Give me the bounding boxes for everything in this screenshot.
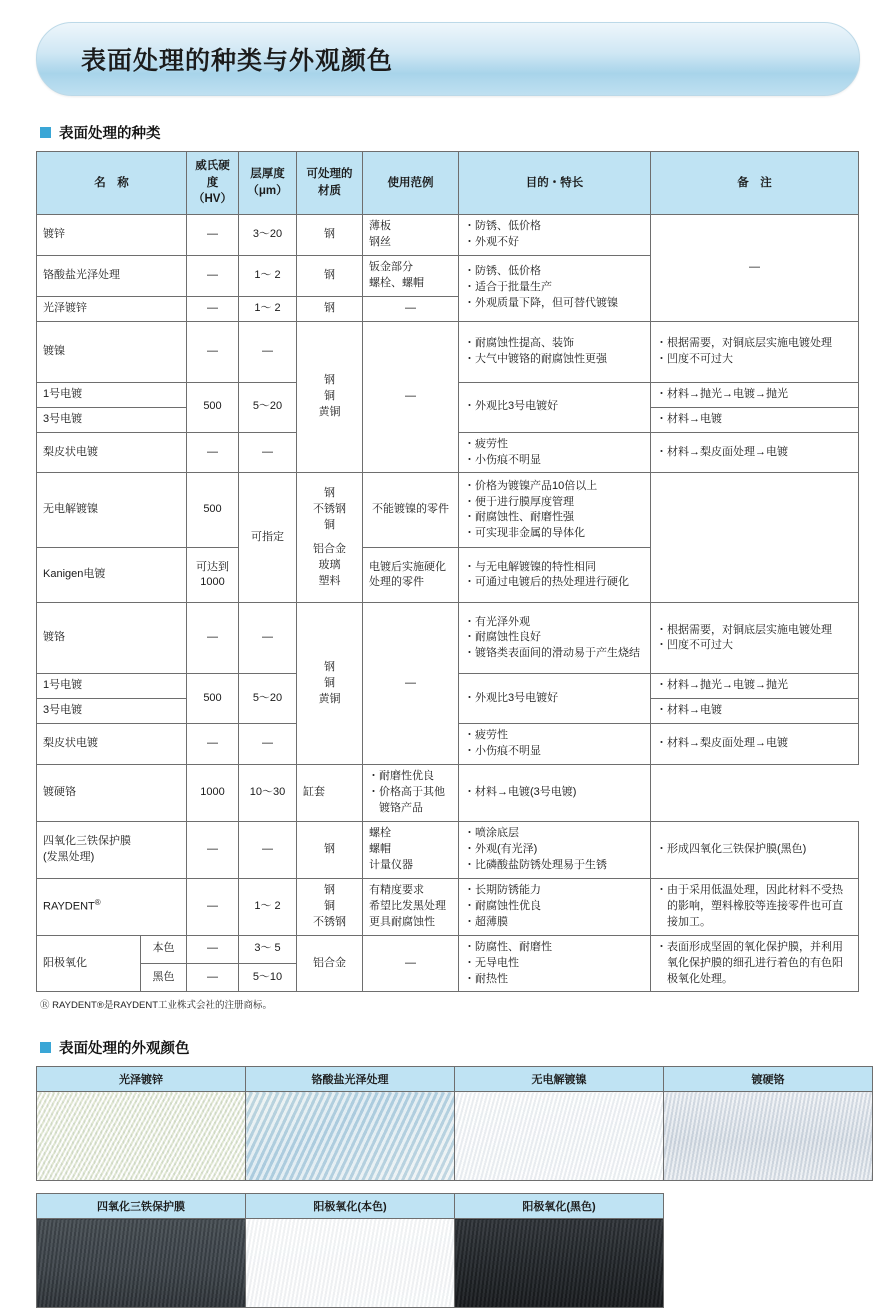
material-line: 不锈钢 bbox=[313, 503, 346, 516]
cell-usage: 不能镀镍的零件 bbox=[363, 473, 459, 548]
th-purpose: 目的・特长 bbox=[459, 152, 651, 215]
purpose-item: ・ 无导电性 bbox=[465, 956, 644, 972]
usage-line: 螺帽 bbox=[369, 842, 391, 855]
remark-item: ・ 材料→梨皮面处理→电镀 bbox=[657, 736, 852, 752]
material-line: 不锈钢 bbox=[313, 915, 346, 928]
cell-material bbox=[297, 473, 363, 603]
swatch-table-1 bbox=[36, 1066, 873, 1181]
cell-name: 3号电镀 bbox=[37, 699, 187, 724]
remark-item: ・ 材料→抛光→电镀→抛光 bbox=[657, 678, 852, 694]
material-line: 钢 bbox=[324, 660, 335, 673]
cell-hardness: — bbox=[187, 321, 239, 382]
cell-name: 铬酸盐光泽处理 bbox=[37, 255, 187, 296]
cell-name: 光泽镀锌 bbox=[37, 296, 187, 321]
purpose-item: ・ 防锈、低价格 bbox=[465, 264, 644, 280]
page-root bbox=[0, 22, 896, 1309]
usage-line: 希望比发黑处理 bbox=[369, 899, 446, 912]
purpose-item: ・ 适合于批量生产 bbox=[465, 280, 644, 296]
section-heading-kinds-label: 表面处理的种类 bbox=[59, 126, 161, 142]
section-heading-colors-label: 表面处理的外观颜色 bbox=[59, 1041, 190, 1058]
remark-item: ・ 凹度不可过大 bbox=[657, 638, 852, 654]
cell-purpose bbox=[459, 674, 651, 724]
swatch-sample bbox=[246, 1092, 455, 1181]
purpose-item: ・ 外观比3号电镀好 bbox=[465, 399, 644, 415]
purpose-item: ・ 小伤痕不明显 bbox=[465, 744, 644, 760]
cell-name: 梨皮状电镀 bbox=[37, 724, 187, 765]
cell-thickness: 5〜10 bbox=[239, 964, 297, 992]
cell-remark bbox=[651, 432, 859, 473]
cell-name-l1: 四氧化三铁保护膜 bbox=[43, 834, 131, 847]
th-usage: 使用范例 bbox=[363, 152, 459, 215]
cell-purpose bbox=[459, 432, 651, 473]
cell-usage bbox=[363, 548, 459, 603]
swatch-sample bbox=[664, 1092, 873, 1181]
cell-name bbox=[37, 878, 187, 935]
th-name: 名 称 bbox=[37, 152, 187, 215]
cell-thickness: 3〜 5 bbox=[239, 935, 297, 963]
remark-item: ・ 材料→梨皮面处理→电镀 bbox=[657, 445, 852, 461]
surface-treatment-table bbox=[36, 151, 859, 992]
cell-hardness: — bbox=[187, 964, 239, 992]
cell-name: 镀镍 bbox=[37, 321, 187, 382]
material-line: 铜 bbox=[324, 676, 335, 689]
cell-name: Kanigen电镀 bbox=[37, 548, 187, 603]
cell-hardness: — bbox=[187, 255, 239, 296]
cell-usage: 缸套 bbox=[297, 765, 363, 822]
cell-thickness: 可指定 bbox=[239, 473, 297, 603]
cell-thickness: 1〜 2 bbox=[239, 878, 297, 935]
cell-hardness: — bbox=[187, 724, 239, 765]
purpose-item: ・ 外观比3号电镀好 bbox=[465, 691, 644, 707]
swatch-label: 镀硬铬 bbox=[664, 1067, 873, 1092]
section-heading-kinds bbox=[40, 122, 860, 143]
remark-item: ・ 表面形成坚固的氧化保护膜，并利用氧化保护膜的细孔进行着色的有色阳极氧化处理。 bbox=[657, 940, 852, 988]
cell-hardness: — bbox=[187, 432, 239, 473]
usage-line: 计量仪器 bbox=[369, 858, 413, 871]
swatch-table-2 bbox=[36, 1193, 664, 1308]
purpose-item: ・ 有光泽外观 bbox=[465, 615, 644, 631]
cell-remark bbox=[651, 878, 859, 935]
material-line: 黄铜 bbox=[318, 692, 341, 705]
cell-remark bbox=[651, 699, 859, 724]
cell-name: 3号电镀 bbox=[37, 407, 187, 432]
purpose-item: ・ 外观(有光泽) bbox=[465, 842, 644, 858]
purpose-item: ・ 小伤痕不明显 bbox=[465, 453, 644, 469]
cell-hardness: — bbox=[187, 296, 239, 321]
cell-thickness: — bbox=[239, 432, 297, 473]
square-bullet-icon bbox=[40, 127, 51, 138]
square-bullet-icon bbox=[40, 1042, 51, 1053]
cell-usage: — bbox=[363, 935, 459, 992]
cell-usage: — bbox=[363, 296, 459, 321]
cell-hardness bbox=[187, 548, 239, 603]
cell-material bbox=[297, 321, 363, 473]
th-thickness-l2: （μm） bbox=[247, 185, 288, 197]
usage-line: 钢丝 bbox=[369, 235, 391, 248]
cell-name bbox=[37, 822, 187, 879]
swatch-label: 光泽镀锌 bbox=[37, 1067, 246, 1092]
purpose-item: ・ 与无电解镀镍的特性相同 bbox=[465, 560, 644, 576]
hardness-l1: 可达到 bbox=[196, 560, 229, 573]
cell-thickness: — bbox=[239, 724, 297, 765]
cell-purpose bbox=[459, 878, 651, 935]
page-title: 表面处理的种类与外观颜色 bbox=[81, 47, 394, 75]
cell-usage bbox=[363, 822, 459, 879]
th-hardness-l2: （HV） bbox=[193, 193, 232, 206]
purpose-item: ・ 便于进行膜厚度管理 bbox=[465, 495, 644, 511]
cell-usage bbox=[363, 255, 459, 296]
material-line: 玻璃 bbox=[318, 558, 341, 571]
cell-purpose bbox=[363, 765, 459, 822]
material-line: 铜 bbox=[324, 899, 335, 912]
swatch-label: 四氧化三铁保护膜 bbox=[37, 1194, 246, 1219]
remark-item: ・ 材料→电镀 bbox=[657, 703, 852, 719]
cell-material bbox=[297, 603, 363, 765]
purpose-item: ・ 耐热性 bbox=[465, 972, 644, 988]
cell-material: 钢 bbox=[297, 215, 363, 256]
cell-remark bbox=[459, 765, 651, 822]
th-thickness-l1: 层厚度 bbox=[250, 168, 285, 181]
th-material: 可处理的材质 bbox=[297, 152, 363, 215]
cell-hardness: — bbox=[187, 878, 239, 935]
material-line: 塑料 bbox=[318, 574, 341, 587]
cell-variant: 黑色 bbox=[141, 964, 187, 992]
cell-purpose bbox=[459, 822, 651, 879]
purpose-item: ・ 耐腐蚀性提高、装饰 bbox=[465, 336, 644, 352]
table-row bbox=[37, 935, 859, 963]
registered-icon: ® bbox=[94, 898, 101, 908]
cell-thickness: 10〜30 bbox=[239, 765, 297, 822]
swatch-label: 无电解镀镍 bbox=[455, 1067, 664, 1092]
cell-name: 镀铬 bbox=[37, 603, 187, 674]
th-remark: 备 注 bbox=[651, 152, 859, 215]
cell-usage: — bbox=[363, 603, 459, 765]
purpose-item: ・ 可实现非金属的导体化 bbox=[465, 526, 644, 542]
th-hardness bbox=[187, 152, 239, 215]
cell-purpose bbox=[459, 382, 651, 432]
material-line: 黄铜 bbox=[318, 406, 341, 419]
cell-remark: — bbox=[651, 215, 859, 322]
cell-remark bbox=[651, 674, 859, 699]
cell-material: 钢 bbox=[297, 822, 363, 879]
table-row bbox=[37, 473, 859, 548]
table-row bbox=[37, 603, 859, 674]
cell-name-l2: (发黑处理) bbox=[43, 850, 95, 863]
swatch-group-1 bbox=[36, 1066, 785, 1181]
table-footnote: Ⓡ RAYDENT®是RAYDENT工业株式会社的注册商标。 bbox=[40, 1000, 273, 1012]
table-row bbox=[37, 822, 859, 879]
usage-line: 有精度要求 bbox=[369, 883, 424, 896]
usage-line: 螺栓、螺帽 bbox=[369, 276, 424, 289]
cell-material: 铝合金 bbox=[297, 935, 363, 992]
hardness-l2: 1000 bbox=[200, 576, 225, 589]
material-line: 铜 bbox=[324, 519, 335, 532]
cell-purpose bbox=[459, 724, 651, 765]
material-line: 钢 bbox=[324, 487, 335, 500]
th-thickness bbox=[239, 152, 297, 215]
swatch-label: 铬酸盐光泽处理 bbox=[246, 1067, 455, 1092]
cell-remark bbox=[651, 822, 859, 879]
cell-remark bbox=[651, 473, 859, 603]
cell-thickness: 1〜 2 bbox=[239, 255, 297, 296]
cell-material: 钢 bbox=[297, 255, 363, 296]
remark-item: ・ 形成四氧化三铁保护膜(黑色) bbox=[657, 842, 852, 858]
cell-hardness: — bbox=[187, 822, 239, 879]
purpose-item: ・ 防腐性、耐磨性 bbox=[465, 940, 644, 956]
cell-name: 1号电镀 bbox=[37, 674, 187, 699]
swatch-group-2 bbox=[36, 1193, 661, 1308]
purpose-item: ・ 价格高于其他镀铬产品 bbox=[369, 785, 452, 817]
purpose-item: ・ 外观质量下降，但可替代镀镍 bbox=[465, 296, 644, 312]
swatch-sample bbox=[455, 1092, 664, 1181]
swatch-sample bbox=[246, 1219, 455, 1308]
remark-item: ・ 材料→电镀 bbox=[657, 412, 852, 428]
purpose-item: ・ 长期防锈能力 bbox=[465, 883, 644, 899]
cell-usage bbox=[363, 215, 459, 256]
table-row bbox=[37, 215, 859, 256]
purpose-item: ・ 耐腐蚀性、耐磨性强 bbox=[465, 510, 644, 526]
cell-usage bbox=[363, 878, 459, 935]
remark-item: ・ 由于采用低温处理，因此材料不受热的影响，塑料橡胶等连接零件也可直接加工。 bbox=[657, 883, 852, 931]
cell-purpose bbox=[459, 603, 651, 674]
usage-line: 电镀后实施硬化处理的零件 bbox=[369, 560, 446, 589]
cell-material bbox=[297, 878, 363, 935]
cell-hardness: 500 bbox=[187, 674, 239, 724]
material-line: 铝合金 bbox=[313, 542, 346, 555]
purpose-item: ・ 外观不好 bbox=[465, 235, 644, 251]
purpose-item: ・ 喷涂底层 bbox=[465, 826, 644, 842]
remark-item: ・ 材料→电镀(3号电镀) bbox=[465, 785, 644, 801]
remark-item: ・ 材料→抛光→电镀→抛光 bbox=[657, 387, 852, 403]
swatch-sample bbox=[455, 1219, 664, 1308]
usage-line: 螺栓 bbox=[369, 827, 391, 840]
purpose-item: ・ 镀铬类表面间的滑动易于产生烧结 bbox=[465, 646, 644, 662]
usage-line: 钣金部分 bbox=[369, 260, 413, 273]
th-hardness-l1: 威氏硬度 bbox=[195, 160, 230, 189]
cell-remark bbox=[651, 407, 859, 432]
cell-remark bbox=[651, 603, 859, 674]
section-heading-colors bbox=[40, 1037, 860, 1058]
cell-purpose bbox=[459, 548, 651, 603]
cell-name: 1号电镀 bbox=[37, 382, 187, 407]
purpose-item: ・ 价格为镀镍产品10倍以上 bbox=[465, 479, 644, 495]
cell-purpose bbox=[459, 473, 651, 548]
cell-purpose bbox=[459, 935, 651, 992]
cell-hardness: 1000 bbox=[187, 765, 239, 822]
cell-usage: — bbox=[363, 321, 459, 473]
purpose-item: ・ 可通过电镀后的热处理进行硬化 bbox=[465, 575, 644, 591]
material-line: 铜 bbox=[324, 390, 335, 403]
cell-remark bbox=[651, 935, 859, 992]
table-row bbox=[37, 878, 859, 935]
swatch-label: 阳极氧化(本色) bbox=[246, 1194, 455, 1219]
usage-line: 更具耐腐蚀性 bbox=[369, 915, 435, 928]
cell-name: 梨皮状电镀 bbox=[37, 432, 187, 473]
cell-thickness: 3〜20 bbox=[239, 215, 297, 256]
table-header-row bbox=[37, 152, 859, 215]
cell-remark bbox=[651, 724, 859, 765]
remark-item: ・ 根据需要，对铜底层实施电镀处理 bbox=[657, 623, 852, 639]
purpose-item: ・ 耐腐蚀性优良 bbox=[465, 899, 644, 915]
cell-variant: 本色 bbox=[141, 935, 187, 963]
purpose-item: ・ 超薄膜 bbox=[465, 915, 644, 931]
cell-name: 镀锌 bbox=[37, 215, 187, 256]
cell-hardness: 500 bbox=[187, 382, 239, 432]
cell-hardness: — bbox=[187, 215, 239, 256]
cell-hardness: — bbox=[187, 935, 239, 963]
remark-item: ・ 凹度不可过大 bbox=[657, 352, 852, 368]
cell-thickness: — bbox=[239, 321, 297, 382]
cell-name-text: RAYDENT bbox=[43, 901, 95, 914]
purpose-item: ・ 比磷酸盐防锈处理易于生锈 bbox=[465, 858, 644, 874]
swatch-sample bbox=[37, 1219, 246, 1308]
remark-item: ・ 根据需要，对铜底层实施电镀处理 bbox=[657, 336, 852, 352]
purpose-item: ・ 耐腐蚀性良好 bbox=[465, 630, 644, 646]
purpose-item: ・ 大气中镀铬的耐腐蚀性更强 bbox=[465, 352, 644, 368]
cell-thickness: 1〜 2 bbox=[239, 296, 297, 321]
cell-purpose bbox=[459, 321, 651, 382]
table-row bbox=[37, 765, 859, 822]
cell-thickness: 5〜20 bbox=[239, 382, 297, 432]
purpose-item: ・ 疲劳性 bbox=[465, 728, 644, 744]
purpose-item: ・ 防锈、低价格 bbox=[465, 219, 644, 235]
cell-name: 无电解镀镍 bbox=[37, 473, 187, 548]
cell-purpose bbox=[459, 255, 651, 321]
table-row bbox=[37, 321, 859, 382]
material-line: 钢 bbox=[324, 883, 335, 896]
cell-hardness: — bbox=[187, 603, 239, 674]
swatch-label: 阳极氧化(黑色) bbox=[455, 1194, 664, 1219]
cell-material: 钢 bbox=[297, 296, 363, 321]
material-line: 钢 bbox=[324, 374, 335, 387]
cell-hardness: 500 bbox=[187, 473, 239, 548]
purpose-item: ・ 疲劳性 bbox=[465, 437, 644, 453]
page-title-banner bbox=[36, 22, 860, 96]
usage-line: 薄板 bbox=[369, 220, 391, 233]
cell-thickness: — bbox=[239, 822, 297, 879]
cell-purpose bbox=[459, 215, 651, 256]
cell-thickness: 5〜20 bbox=[239, 674, 297, 724]
cell-name: 镀硬铬 bbox=[37, 765, 187, 822]
cell-remark bbox=[651, 382, 859, 407]
swatch-sample bbox=[37, 1092, 246, 1181]
cell-thickness: — bbox=[239, 603, 297, 674]
cell-name: 阳极氧化 bbox=[37, 935, 141, 992]
purpose-item: ・ 耐磨性优良 bbox=[369, 769, 452, 785]
cell-remark bbox=[651, 321, 859, 382]
